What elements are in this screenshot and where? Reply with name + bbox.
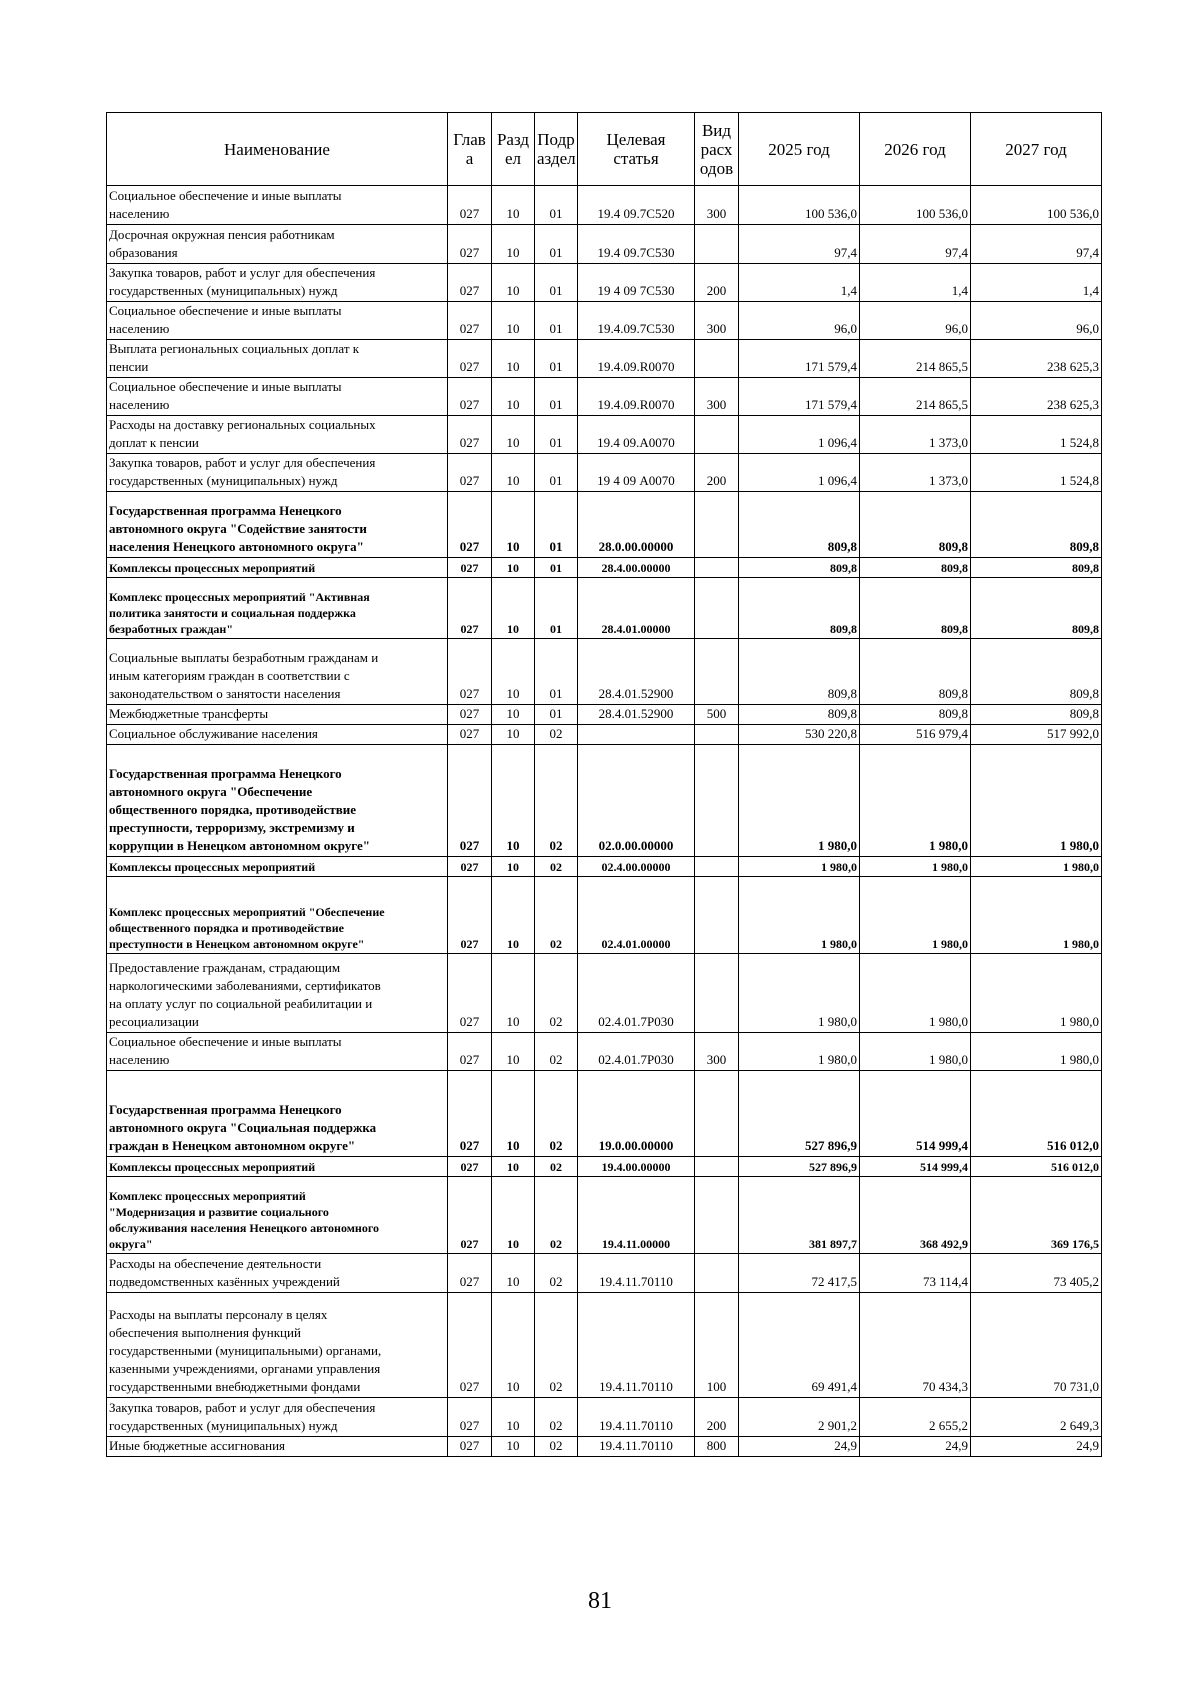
table-row [107, 1437, 1102, 1457]
row-subsection: 01 [535, 639, 578, 705]
table-row [107, 1071, 1102, 1157]
table-row [107, 1177, 1102, 1254]
row-name: Социальное обеспечение и иные выплаты населению [107, 378, 448, 416]
row-chapter: 027 [448, 1177, 492, 1254]
row-amount-2025: 1 980,0 [739, 954, 860, 1033]
table-row [107, 340, 1102, 378]
row-name: Закупка товаров, работ и услуг для обеспечения государственных (муниципальных) нужд [107, 264, 448, 302]
row-amount-2026: 73 114,4 [860, 1254, 971, 1293]
row-expense-type [695, 857, 739, 877]
row-chapter: 027 [448, 558, 492, 578]
row-amount-2025: 24,9 [739, 1437, 860, 1457]
row-section: 10 [492, 302, 535, 340]
row-section: 10 [492, 725, 535, 745]
row-subsection: 02 [535, 1437, 578, 1457]
row-target-article: 02.0.00.00000 [578, 745, 695, 857]
row-amount-2026: 1 373,0 [860, 454, 971, 492]
table-row [107, 1398, 1102, 1437]
row-amount-2027: 1 980,0 [971, 745, 1102, 857]
row-subsection: 01 [535, 225, 578, 264]
row-subsection: 02 [535, 1398, 578, 1437]
row-name: Социальное обслуживание населения [107, 725, 448, 745]
row-amount-2026: 368 492,9 [860, 1177, 971, 1254]
row-target-article: 19.4 09.7С520 [578, 186, 695, 225]
table-body [107, 186, 1102, 1457]
row-name: Расходы на выплаты персоналу в целях обеспечения выполнения функций государственными (муниципальными) органами, казенными учреждениями, органами управления государственными внебюджетными фондами [107, 1293, 448, 1398]
row-expense-type: 500 [695, 705, 739, 725]
table-row [107, 745, 1102, 857]
row-name: Комплекс процессных мероприятий "Обеспечение общественного порядка и противодействие преступности в Ненецком автономном округе" [107, 877, 448, 954]
row-expense-type [695, 558, 739, 578]
row-chapter: 027 [448, 1254, 492, 1293]
row-chapter: 027 [448, 264, 492, 302]
table-row [107, 186, 1102, 225]
row-amount-2027: 1 980,0 [971, 1033, 1102, 1071]
table-row [107, 378, 1102, 416]
row-chapter: 027 [448, 378, 492, 416]
row-target-article: 19.4 09.А0070 [578, 416, 695, 454]
row-expense-type: 100 [695, 1293, 739, 1398]
row-chapter: 027 [448, 877, 492, 954]
row-chapter: 027 [448, 1293, 492, 1398]
row-amount-2025: 1 096,4 [739, 454, 860, 492]
row-name: Социальное обеспечение и иные выплаты населению [107, 1033, 448, 1071]
row-chapter: 027 [448, 186, 492, 225]
row-target-article: 19 4 09 7С530 [578, 264, 695, 302]
row-name: Закупка товаров, работ и услуг для обеспечения государственных (муниципальных) нужд [107, 454, 448, 492]
row-expense-type: 800 [695, 1437, 739, 1457]
header-subsection: Подр аздел [535, 113, 578, 186]
row-amount-2027: 2 649,3 [971, 1398, 1102, 1437]
row-expense-type [695, 1157, 739, 1177]
row-amount-2027: 516 012,0 [971, 1071, 1102, 1157]
row-amount-2026: 1 980,0 [860, 877, 971, 954]
row-chapter: 027 [448, 1071, 492, 1157]
row-section: 10 [492, 877, 535, 954]
row-amount-2027: 516 012,0 [971, 1157, 1102, 1177]
row-amount-2027: 1,4 [971, 264, 1102, 302]
row-amount-2027: 100 536,0 [971, 186, 1102, 225]
header-section: Разд ел [492, 113, 535, 186]
row-amount-2025: 530 220,8 [739, 725, 860, 745]
row-section: 10 [492, 1157, 535, 1177]
row-amount-2026: 1 980,0 [860, 857, 971, 877]
row-amount-2026: 1 373,0 [860, 416, 971, 454]
table-row [107, 1293, 1102, 1398]
row-name: Государственная программа Ненецкого автономного округа "Социальная поддержка граждан в Ненецком автономном округе" [107, 1071, 448, 1157]
row-chapter: 027 [448, 705, 492, 725]
row-expense-type [695, 492, 739, 558]
row-expense-type [695, 1071, 739, 1157]
row-expense-type: 300 [695, 1033, 739, 1071]
row-amount-2027: 24,9 [971, 1437, 1102, 1457]
row-subsection: 01 [535, 492, 578, 558]
row-subsection: 01 [535, 578, 578, 639]
row-expense-type: 200 [695, 264, 739, 302]
row-amount-2025: 2 901,2 [739, 1398, 860, 1437]
row-expense-type: 300 [695, 378, 739, 416]
row-target-article: 19.4.09.R0070 [578, 378, 695, 416]
budget-table [106, 112, 1102, 1457]
row-name: Социальное обеспечение и иные выплаты населению [107, 186, 448, 225]
row-target-article: 19.4.11.70110 [578, 1293, 695, 1398]
row-target-article: 19 4 09 А0070 [578, 454, 695, 492]
row-amount-2026: 24,9 [860, 1437, 971, 1457]
row-target-article: 28.0.00.00000 [578, 492, 695, 558]
row-subsection: 01 [535, 558, 578, 578]
row-expense-type [695, 1254, 739, 1293]
row-section: 10 [492, 264, 535, 302]
row-amount-2027: 369 176,5 [971, 1177, 1102, 1254]
row-amount-2025: 809,8 [739, 578, 860, 639]
row-amount-2026: 97,4 [860, 225, 971, 264]
row-subsection: 01 [535, 186, 578, 225]
row-subsection: 02 [535, 1254, 578, 1293]
row-section: 10 [492, 745, 535, 857]
row-amount-2025: 69 491,4 [739, 1293, 860, 1398]
row-subsection: 02 [535, 745, 578, 857]
row-name: Социальные выплаты безработным гражданам и иным категориям граждан в соответствии с законодательством о занятости населения [107, 639, 448, 705]
table-row [107, 302, 1102, 340]
row-section: 10 [492, 639, 535, 705]
row-amount-2027: 96,0 [971, 302, 1102, 340]
row-section: 10 [492, 454, 535, 492]
table-row [107, 1033, 1102, 1071]
row-expense-type [695, 1177, 739, 1254]
row-amount-2027: 517 992,0 [971, 725, 1102, 745]
row-amount-2025: 97,4 [739, 225, 860, 264]
row-amount-2026: 809,8 [860, 492, 971, 558]
row-amount-2026: 809,8 [860, 705, 971, 725]
table-row [107, 492, 1102, 558]
row-name: Комплекс процессных мероприятий "Активная политика занятости и социальная поддержка безработных граждан" [107, 578, 448, 639]
row-chapter: 027 [448, 1437, 492, 1457]
row-target-article: 19.4 09.7С530 [578, 225, 695, 264]
row-amount-2026: 96,0 [860, 302, 971, 340]
header-chapter: Глав а [448, 113, 492, 186]
row-name: Расходы на доставку региональных социальных доплат к пенсии [107, 416, 448, 454]
row-subsection: 01 [535, 264, 578, 302]
row-amount-2026: 1,4 [860, 264, 971, 302]
header-year-2026: 2026 год [860, 113, 971, 186]
row-name: Социальное обеспечение и иные выплаты населению [107, 302, 448, 340]
row-amount-2025: 100 536,0 [739, 186, 860, 225]
table-row [107, 954, 1102, 1033]
row-subsection: 02 [535, 857, 578, 877]
row-amount-2025: 96,0 [739, 302, 860, 340]
row-amount-2025: 1 980,0 [739, 857, 860, 877]
row-name: Расходы на обеспечение деятельности подведомственных казённых учреждений [107, 1254, 448, 1293]
row-expense-type [695, 639, 739, 705]
row-expense-type [695, 877, 739, 954]
row-name: Комплексы процессных мероприятий [107, 857, 448, 877]
table-row [107, 877, 1102, 954]
row-subsection: 02 [535, 1157, 578, 1177]
row-subsection: 02 [535, 954, 578, 1033]
row-amount-2027: 97,4 [971, 225, 1102, 264]
row-amount-2025: 1 096,4 [739, 416, 860, 454]
row-amount-2027: 1 524,8 [971, 416, 1102, 454]
row-amount-2025: 1,4 [739, 264, 860, 302]
row-amount-2026: 214 865,5 [860, 340, 971, 378]
row-subsection: 02 [535, 877, 578, 954]
header-name: Наименование [107, 113, 448, 186]
row-section: 10 [492, 578, 535, 639]
header-target-article: Целевая статья [578, 113, 695, 186]
row-name: Выплата региональных социальных доплат к пенсии [107, 340, 448, 378]
row-amount-2026: 514 999,4 [860, 1071, 971, 1157]
row-expense-type [695, 745, 739, 857]
table-row [107, 264, 1102, 302]
row-subsection: 01 [535, 340, 578, 378]
row-target-article: 19.4.11.70110 [578, 1254, 695, 1293]
row-section: 10 [492, 1293, 535, 1398]
row-chapter: 027 [448, 954, 492, 1033]
table-row [107, 705, 1102, 725]
row-chapter: 027 [448, 1398, 492, 1437]
row-name: Комплекс процессных мероприятий "Модернизация и развитие социального обслуживания населения Ненецкого автономного округа" [107, 1177, 448, 1254]
row-subsection: 01 [535, 302, 578, 340]
row-amount-2026: 100 536,0 [860, 186, 971, 225]
row-subsection: 02 [535, 1177, 578, 1254]
page-number: 81 [588, 1588, 612, 1614]
table-row [107, 1157, 1102, 1177]
row-amount-2025: 809,8 [739, 705, 860, 725]
table-row [107, 725, 1102, 745]
row-section: 10 [492, 1177, 535, 1254]
row-chapter: 027 [448, 639, 492, 705]
table-row [107, 578, 1102, 639]
row-target-article: 19.4.11.70110 [578, 1437, 695, 1457]
row-chapter: 027 [448, 1033, 492, 1071]
row-section: 10 [492, 225, 535, 264]
row-amount-2027: 809,8 [971, 492, 1102, 558]
row-amount-2026: 1 980,0 [860, 745, 971, 857]
row-subsection: 02 [535, 725, 578, 745]
row-section: 10 [492, 1033, 535, 1071]
row-amount-2027: 1 524,8 [971, 454, 1102, 492]
row-chapter: 027 [448, 302, 492, 340]
header-year-2027: 2027 год [971, 113, 1102, 186]
row-section: 10 [492, 186, 535, 225]
row-subsection: 01 [535, 705, 578, 725]
row-amount-2025: 72 417,5 [739, 1254, 860, 1293]
row-target-article: 28.4.01.52900 [578, 705, 695, 725]
row-chapter: 027 [448, 492, 492, 558]
row-name: Государственная программа Ненецкого автономного округа "Обеспечение общественного порядка, противодействие преступности, терроризму, экстремизму и коррупции в Ненецком автономном округе" [107, 745, 448, 857]
row-section: 10 [492, 1398, 535, 1437]
row-subsection: 01 [535, 416, 578, 454]
row-section: 10 [492, 416, 535, 454]
row-section: 10 [492, 340, 535, 378]
row-name: Комплексы процессных мероприятий [107, 1157, 448, 1177]
row-amount-2027: 809,8 [971, 578, 1102, 639]
row-target-article: 19.4.11.00000 [578, 1177, 695, 1254]
table-header-row [107, 113, 1102, 186]
row-expense-type [695, 340, 739, 378]
row-amount-2025: 381 897,7 [739, 1177, 860, 1254]
row-name: Закупка товаров, работ и услуг для обеспечения государственных (муниципальных) нужд [107, 1398, 448, 1437]
row-chapter: 027 [448, 725, 492, 745]
row-expense-type: 200 [695, 454, 739, 492]
row-amount-2026: 809,8 [860, 558, 971, 578]
row-amount-2026: 70 434,3 [860, 1293, 971, 1398]
table-row [107, 416, 1102, 454]
row-amount-2026: 809,8 [860, 578, 971, 639]
row-expense-type [695, 725, 739, 745]
row-amount-2027: 809,8 [971, 705, 1102, 725]
row-section: 10 [492, 378, 535, 416]
row-target-article: 19.4.11.70110 [578, 1398, 695, 1437]
row-amount-2025: 1 980,0 [739, 1033, 860, 1071]
row-target-article: 19.0.00.00000 [578, 1071, 695, 1157]
row-expense-type [695, 578, 739, 639]
row-subsection: 02 [535, 1071, 578, 1157]
row-expense-type: 200 [695, 1398, 739, 1437]
row-amount-2027: 809,8 [971, 558, 1102, 578]
row-subsection: 02 [535, 1033, 578, 1071]
row-amount-2025: 1 980,0 [739, 745, 860, 857]
table-row [107, 1254, 1102, 1293]
row-amount-2026: 1 980,0 [860, 1033, 971, 1071]
row-section: 10 [492, 1071, 535, 1157]
table-row [107, 639, 1102, 705]
row-target-article: 28.4.01.52900 [578, 639, 695, 705]
row-name: Иные бюджетные ассигнования [107, 1437, 448, 1457]
row-target-article: 28.4.01.00000 [578, 578, 695, 639]
row-expense-type [695, 954, 739, 1033]
row-name: Межбюджетные трансферты [107, 705, 448, 725]
row-amount-2026: 516 979,4 [860, 725, 971, 745]
row-amount-2025: 527 896,9 [739, 1157, 860, 1177]
row-amount-2026: 514 999,4 [860, 1157, 971, 1177]
row-expense-type [695, 416, 739, 454]
row-section: 10 [492, 705, 535, 725]
row-amount-2027: 70 731,0 [971, 1293, 1102, 1398]
row-expense-type [695, 225, 739, 264]
row-amount-2026: 809,8 [860, 639, 971, 705]
row-chapter: 027 [448, 454, 492, 492]
row-amount-2027: 238 625,3 [971, 340, 1102, 378]
row-amount-2025: 171 579,4 [739, 340, 860, 378]
row-amount-2025: 1 980,0 [739, 877, 860, 954]
row-amount-2027: 809,8 [971, 639, 1102, 705]
row-target-article: 28.4.00.00000 [578, 558, 695, 578]
row-amount-2027: 1 980,0 [971, 954, 1102, 1033]
row-amount-2025: 809,8 [739, 639, 860, 705]
row-chapter: 027 [448, 745, 492, 857]
row-chapter: 027 [448, 578, 492, 639]
row-amount-2027: 73 405,2 [971, 1254, 1102, 1293]
table-row [107, 454, 1102, 492]
table-row [107, 558, 1102, 578]
row-amount-2027: 1 980,0 [971, 857, 1102, 877]
row-target-article: 19.4.00.00000 [578, 1157, 695, 1177]
row-target-article [578, 725, 695, 745]
row-section: 10 [492, 857, 535, 877]
row-amount-2025: 809,8 [739, 558, 860, 578]
header-year-2025: 2025 год [739, 113, 860, 186]
row-name: Досрочная окружная пенсия работникам образования [107, 225, 448, 264]
row-chapter: 027 [448, 1157, 492, 1177]
table-row [107, 857, 1102, 877]
row-amount-2025: 171 579,4 [739, 378, 860, 416]
row-subsection: 01 [535, 378, 578, 416]
row-section: 10 [492, 558, 535, 578]
row-amount-2025: 809,8 [739, 492, 860, 558]
row-target-article: 02.4.00.00000 [578, 857, 695, 877]
row-target-article: 02.4.01.7Р030 [578, 1033, 695, 1071]
row-amount-2025: 527 896,9 [739, 1071, 860, 1157]
row-amount-2027: 1 980,0 [971, 877, 1102, 954]
row-subsection: 02 [535, 1293, 578, 1398]
row-target-article: 19.4.09.R0070 [578, 340, 695, 378]
row-amount-2026: 1 980,0 [860, 954, 971, 1033]
row-chapter: 027 [448, 416, 492, 454]
table-row [107, 225, 1102, 264]
row-target-article: 02.4.01.7Р030 [578, 954, 695, 1033]
row-section: 10 [492, 492, 535, 558]
row-expense-type: 300 [695, 186, 739, 225]
row-amount-2027: 238 625,3 [971, 378, 1102, 416]
row-section: 10 [492, 1254, 535, 1293]
row-chapter: 027 [448, 225, 492, 264]
row-chapter: 027 [448, 857, 492, 877]
row-amount-2026: 214 865,5 [860, 378, 971, 416]
row-chapter: 027 [448, 340, 492, 378]
row-target-article: 19.4.09.7С530 [578, 302, 695, 340]
row-name: Предоставление гражданам, страдающим наркологическими заболеваниями, сертификатов на оплату услуг по социальной реабилитации и ресоциализации [107, 954, 448, 1033]
header-expense-type: Вид расх одов [695, 113, 739, 186]
row-amount-2026: 2 655,2 [860, 1398, 971, 1437]
row-subsection: 01 [535, 454, 578, 492]
row-name: Комплексы процессных мероприятий [107, 558, 448, 578]
row-section: 10 [492, 1437, 535, 1457]
row-expense-type: 300 [695, 302, 739, 340]
row-target-article: 02.4.01.00000 [578, 877, 695, 954]
row-name: Государственная программа Ненецкого автономного округа "Содействие занятости населения Ненецкого автономного округа" [107, 492, 448, 558]
row-section: 10 [492, 954, 535, 1033]
